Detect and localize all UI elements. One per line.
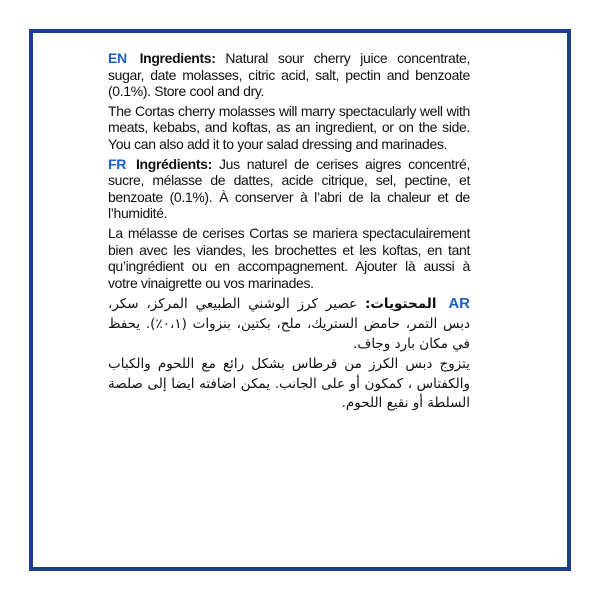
arabic-section — [108, 294, 470, 414]
french-section — [108, 156, 470, 292]
arabic-description: يتزوج دبس الكرز من قرطاس بشكل رائع مع اللحوم والكباب والكفتاس ، كمكون أو على الجانب. يمكن اضافته ايضا إلى صلصة السلطة أو نقيع اللحوم. — [108, 356, 470, 412]
english-section — [108, 50, 470, 153]
arabic-ingredients-heading: المحتويات: — [364, 296, 437, 313]
arabic-ingredients — [108, 294, 470, 354]
arabic-ingredients-text: عصير كرز الوشني الطبيعي المركز، سكر، دبس التمر، حامض الستريك، ملح، بكتين، بنزوات (٠،١٪). يحفظ في مكان بارد وجاف. — [108, 296, 471, 352]
french-ingredients-heading: Ingrédients: — [136, 155, 212, 172]
french-ingredients-text: Jus naturel de cerises aigres concentré, sucre, mélasse de dattes, acide citrique, sel, pectine, et benzoate (0.1%). À conserver à l’abri de la chaleur et de l’humidité. — [108, 155, 470, 222]
french-description: La mélasse de cerises Cortas se mariera spectaculairement bien avec les viandes, les brochettes et les koftas, en tant qu’ingrédient ou en accompagnement. Ajouter là aussi à votre vinaigrette ou vos marinades. — [108, 224, 470, 291]
english-description: The Cortas cherry molasses will marry spectacularly well with meats, kebabs, and koftas, as an ingredient, or on the side. You can also add it to your salad dressing and marinades. — [108, 102, 470, 152]
english-ingredients-text: Natural sour cherry juice concentrate, sugar, date molasses, citric acid, salt, pectin and benzoate (0.1%). Store cool and dry. — [108, 50, 470, 100]
french-language-code: FR — [108, 155, 126, 172]
english-ingredients — [108, 50, 470, 100]
english-language-code: EN — [108, 50, 127, 66]
ingredients-panel — [108, 50, 470, 415]
french-ingredients — [108, 156, 470, 222]
arabic-language-code: AR — [448, 295, 471, 313]
english-ingredients-heading: Ingredients: — [139, 50, 216, 66]
